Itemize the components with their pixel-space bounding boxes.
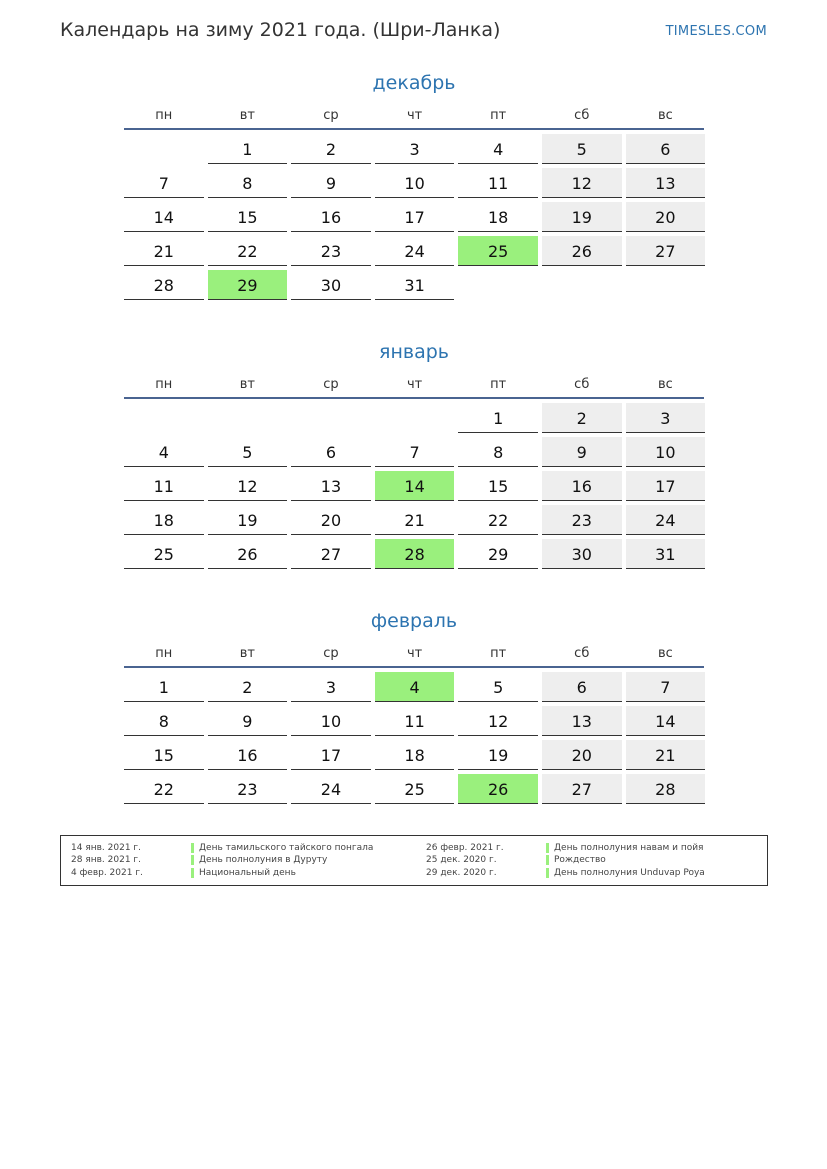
day-cell: 30: [291, 270, 371, 300]
day-cell: 15: [124, 740, 204, 770]
holiday-day-cell: 4: [375, 672, 455, 702]
weekend-day-cell: 27: [542, 774, 622, 804]
day-cell: 14: [124, 202, 204, 232]
holiday-color-marker: [546, 855, 549, 865]
day-cell: 16: [208, 740, 288, 770]
holiday-color-marker: [191, 855, 194, 865]
weekday-label: пн: [155, 108, 173, 123]
holiday-legend: [60, 835, 768, 886]
day-cell: 13: [291, 471, 371, 501]
weekend-day-cell: 23: [542, 505, 622, 535]
weekend-day-cell: 16: [542, 471, 622, 501]
holiday-day-cell: 26: [458, 774, 538, 804]
day-cell: 18: [458, 202, 538, 232]
empty-cell: [124, 134, 204, 164]
holiday-day-cell: 28: [375, 539, 455, 569]
weekend-day-cell: 20: [542, 740, 622, 770]
weekday-label: чт: [406, 108, 423, 123]
day-grid: [124, 134, 704, 300]
day-cell: 26: [208, 539, 288, 569]
day-cell: 19: [208, 505, 288, 535]
weekday-label: ср: [323, 646, 339, 661]
legend-holiday-name: День полнолуния навам и пойя: [554, 843, 704, 853]
day-cell: 3: [291, 672, 371, 702]
day-cell: 25: [375, 774, 455, 804]
day-cell: 8: [208, 168, 288, 198]
day-cell: 3: [375, 134, 455, 164]
month-block: [124, 608, 704, 804]
day-cell: 7: [375, 437, 455, 467]
day-cell: 1: [458, 403, 538, 433]
page-title: Календарь на зиму 2021 года. (Шри-Ланка): [60, 19, 501, 41]
month-name: январь: [379, 341, 449, 363]
day-cell: 15: [208, 202, 288, 232]
day-cell: 10: [375, 168, 455, 198]
day-cell: 4: [458, 134, 538, 164]
holiday-color-marker: [546, 868, 549, 878]
day-cell: 24: [291, 774, 371, 804]
legend-date: 26 февр. 2021 г.: [426, 843, 504, 853]
day-cell: 21: [375, 505, 455, 535]
day-cell: 23: [291, 236, 371, 266]
weekend-day-cell: 31: [626, 539, 706, 569]
day-cell: 10: [291, 706, 371, 736]
weekday-label: вт: [239, 108, 255, 123]
month-name: февраль: [370, 610, 458, 632]
day-cell: 25: [124, 539, 204, 569]
legend-holiday-name: День полнолуния в Дуруту: [199, 855, 328, 865]
weekday-header: [124, 375, 704, 399]
weekday-label: сб: [574, 646, 590, 661]
weekend-day-cell: 12: [542, 168, 622, 198]
day-cell: 28: [124, 270, 204, 300]
weekend-day-cell: 7: [626, 672, 706, 702]
weekday-label: чт: [406, 646, 423, 661]
day-cell: 4: [124, 437, 204, 467]
day-cell: 7: [124, 168, 204, 198]
day-cell: 31: [375, 270, 455, 300]
legend-holiday-name: Национальный день: [199, 868, 296, 878]
day-cell: 24: [375, 236, 455, 266]
weekend-day-cell: 26: [542, 236, 622, 266]
weekend-day-cell: 10: [626, 437, 706, 467]
weekend-day-cell: 13: [542, 706, 622, 736]
day-cell: 9: [291, 168, 371, 198]
weekend-day-cell: 20: [626, 202, 706, 232]
day-cell: 15: [458, 471, 538, 501]
day-grid: [124, 672, 704, 804]
weekend-day-cell: 17: [626, 471, 706, 501]
weekday-label: сб: [574, 108, 590, 123]
holiday-day-cell: 14: [375, 471, 455, 501]
legend-date: 25 дек. 2020 г.: [426, 855, 497, 865]
empty-cell: [208, 403, 288, 433]
day-cell: 27: [291, 539, 371, 569]
day-cell: 6: [291, 437, 371, 467]
day-grid: [124, 403, 704, 569]
weekend-day-cell: 13: [626, 168, 706, 198]
weekday-label: вт: [239, 646, 255, 661]
day-cell: 2: [208, 672, 288, 702]
day-cell: 19: [458, 740, 538, 770]
day-cell: 16: [291, 202, 371, 232]
weekday-label: ср: [323, 108, 339, 123]
holiday-day-cell: 29: [208, 270, 288, 300]
weekend-day-cell: 24: [626, 505, 706, 535]
holiday-color-marker: [191, 843, 194, 853]
day-cell: 1: [124, 672, 204, 702]
holiday-day-cell: 25: [458, 236, 538, 266]
empty-cell: [291, 403, 371, 433]
day-cell: 17: [291, 740, 371, 770]
weekday-label: пт: [490, 108, 507, 123]
day-cell: 5: [458, 672, 538, 702]
weekend-day-cell: 6: [542, 672, 622, 702]
day-cell: 8: [124, 706, 204, 736]
day-cell: 5: [208, 437, 288, 467]
holiday-color-marker: [546, 843, 549, 853]
day-cell: 18: [124, 505, 204, 535]
weekday-label: пн: [155, 646, 173, 661]
weekday-label: чт: [406, 377, 423, 392]
legend-holiday-name: День тамильского тайского понгала: [199, 843, 374, 853]
holiday-color-marker: [191, 868, 194, 878]
day-cell: 22: [208, 236, 288, 266]
day-cell: 12: [458, 706, 538, 736]
month-block: [124, 339, 704, 569]
weekend-day-cell: 14: [626, 706, 706, 736]
day-cell: 12: [208, 471, 288, 501]
legend-date: 14 янв. 2021 г.: [71, 843, 141, 853]
weekday-label: вт: [239, 377, 255, 392]
empty-cell: [124, 403, 204, 433]
day-cell: 11: [458, 168, 538, 198]
weekend-day-cell: 5: [542, 134, 622, 164]
legend-date: 4 февр. 2021 г.: [71, 868, 143, 878]
legend-holiday-name: Рождество: [554, 855, 606, 865]
day-cell: 20: [291, 505, 371, 535]
weekend-day-cell: 21: [626, 740, 706, 770]
day-cell: 11: [375, 706, 455, 736]
day-cell: 22: [458, 505, 538, 535]
day-cell: 9: [208, 706, 288, 736]
weekend-day-cell: 9: [542, 437, 622, 467]
weekday-label: ср: [323, 377, 339, 392]
month-name: декабрь: [372, 72, 456, 94]
legend-holiday-name: День полнолуния Unduvap Poya: [554, 868, 705, 878]
day-cell: 1: [208, 134, 288, 164]
day-cell: 23: [208, 774, 288, 804]
day-cell: 29: [458, 539, 538, 569]
weekend-day-cell: 3: [626, 403, 706, 433]
empty-cell: [375, 403, 455, 433]
weekday-label: пт: [490, 646, 507, 661]
weekday-label: вс: [657, 377, 673, 392]
day-cell: 2: [291, 134, 371, 164]
day-cell: 17: [375, 202, 455, 232]
weekend-day-cell: 28: [626, 774, 706, 804]
weekend-day-cell: 6: [626, 134, 706, 164]
weekday-label: пн: [155, 377, 173, 392]
weekday-header: [124, 644, 704, 668]
weekend-day-cell: 19: [542, 202, 622, 232]
day-cell: 11: [124, 471, 204, 501]
weekend-day-cell: 2: [542, 403, 622, 433]
day-cell: 22: [124, 774, 204, 804]
weekday-label: пт: [490, 377, 507, 392]
site-link[interactable]: TIMESLES.COM: [665, 24, 767, 39]
legend-date: 28 янв. 2021 г.: [71, 855, 141, 865]
weekday-label: сб: [574, 377, 590, 392]
day-cell: 21: [124, 236, 204, 266]
weekend-day-cell: 30: [542, 539, 622, 569]
day-cell: 8: [458, 437, 538, 467]
weekday-label: вс: [657, 108, 673, 123]
legend-date: 29 дек. 2020 г.: [426, 868, 497, 878]
day-cell: 18: [375, 740, 455, 770]
weekday-header: [124, 106, 704, 130]
month-block: [124, 70, 704, 300]
weekday-label: вс: [657, 646, 673, 661]
weekend-day-cell: 27: [626, 236, 706, 266]
